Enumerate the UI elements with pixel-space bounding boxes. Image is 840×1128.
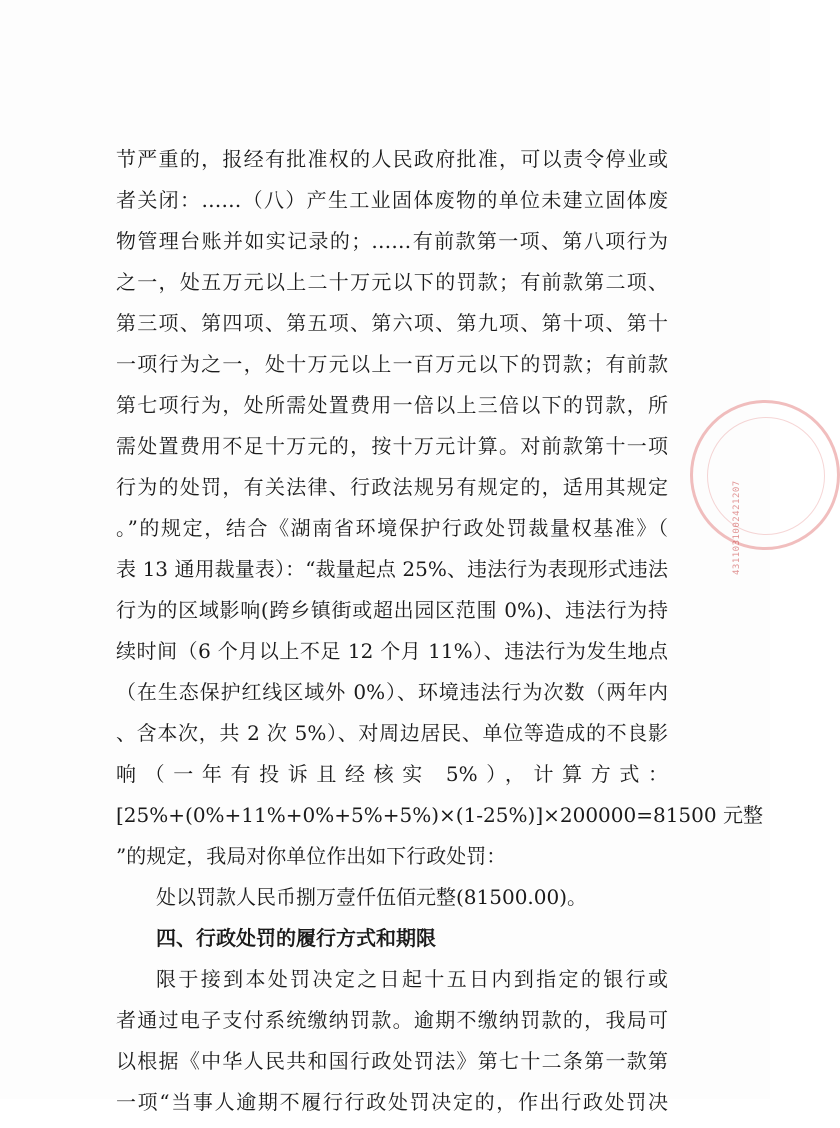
body-line-11: 表 13 通用裁量表）：“裁量起点 25%、违法行为表现形式违法 (116, 557, 668, 581)
penalty-line: 处以罚款人民币捌万壹仟伍佰元整(81500.00)。 (156, 885, 588, 909)
body-line-4: 之一，处五万元以上二十万元以下的罚款；有前款第二项、 (116, 270, 668, 294)
body-line-15: 、含本次，共 2 次 5%）、对周边居民、单位等造成的不良影 (116, 721, 668, 745)
body-line-3: 物管理台账并如实记录的；……有前款第一项、第八项行为 (116, 229, 668, 253)
body-line-12: 行为的区域影响(跨乡镇街或超出园区范围 0%)、违法行为持 (116, 598, 668, 622)
body-line-24: 一项“当事人逾期不履行行政处罚决定的，作出行政处罚决 (116, 1090, 668, 1114)
official-seal-inner-ring (707, 417, 825, 535)
body-line-7: 第七项行为，处所需处置费用一倍以上三倍以下的罚款，所 (116, 393, 668, 417)
body-line-21: 限于接到本处罚决定之日起十五日内到指定的银行或 (156, 967, 668, 991)
body-line-10: 。”的规定，结合《湖南省环境保护行政处罚裁量权基准》（ (116, 516, 668, 540)
formula-line: [25%+(0%+11%+0%+5%+5%)×(1-25%)]×200000=81500 元整 (116, 803, 763, 827)
seal-code-text: 4311031002421207 (732, 480, 742, 575)
body-line-9: 行为的处罚，有关法律、行政法规另有规定的，适用其规定 (116, 475, 668, 499)
body-line-18: ”的规定，我局对你单位作出如下行政处罚： (116, 844, 507, 868)
body-line-14: （在生态保护红线区域外 0%）、环境违法行为次数（两年内 (116, 680, 668, 704)
body-line-23: 以根据《中华人民共和国行政处罚法》第七十二条第一款第 (116, 1049, 668, 1073)
body-line-13: 续时间（6 个月以上不足 12 个月 11%）、违法行为发生地点 (116, 639, 668, 663)
body-line-2: 者关闭：……（八）产生工业固体废物的单位未建立固体废 (116, 188, 668, 212)
section-heading: 四、行政处罚的履行方式和期限 (156, 926, 436, 950)
body-line-22: 者通过电子支付系统缴纳罚款。逾期不缴纳罚款的，我局可 (116, 1008, 668, 1032)
body-line-16: 响（一年有投诉且经核实 5%），计算方式： (116, 762, 668, 786)
official-seal-edge (690, 400, 840, 550)
body-line-1: 节严重的，报经有批准权的人民政府批准，可以责令停业或 (116, 147, 668, 171)
body-line-6: 一项行为之一，处十万元以上一百万元以下的罚款；有前款 (116, 352, 668, 376)
body-line-5: 第三项、第四项、第五项、第六项、第九项、第十项、第十 (116, 311, 668, 335)
body-line-8: 需处置费用不足十万元的，按十万元计算。对前款第十一项 (116, 434, 668, 458)
